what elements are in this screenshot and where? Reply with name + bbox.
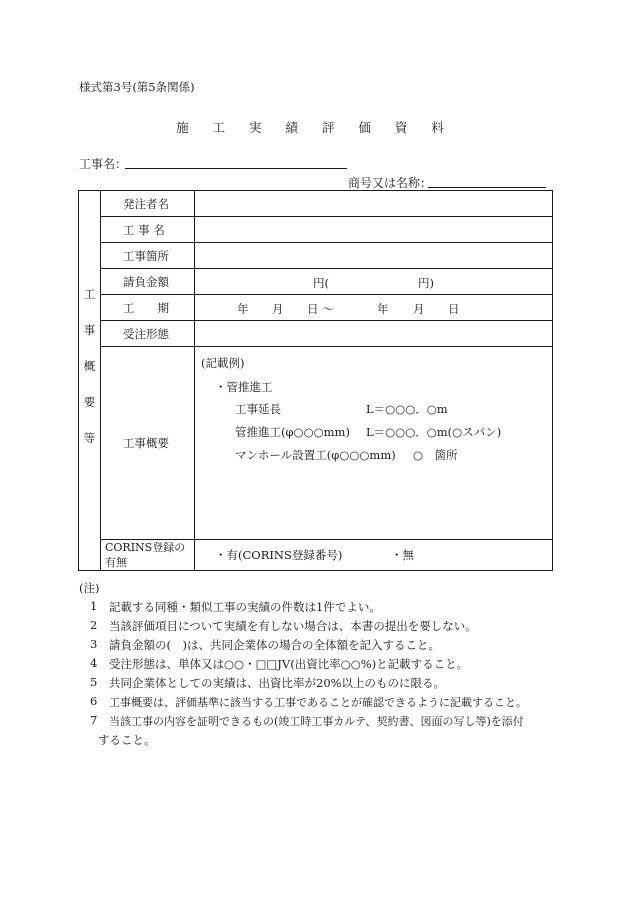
note-text: 記載する同種・類似工事の実績の件数は1件でよい。	[109, 600, 381, 614]
side-char: 事	[83, 322, 96, 337]
location-label: 工事箇所	[101, 243, 195, 269]
side-char: 工	[83, 286, 96, 301]
note-number: 6	[90, 694, 98, 708]
form-number: 様式第3号(第5条関係)	[79, 80, 195, 94]
order-form-label: 受注形態	[101, 321, 195, 347]
example-line-value: L＝○○○．○m	[366, 402, 448, 416]
contract-amount-value[interactable]	[195, 269, 553, 295]
project-name-field[interactable]	[125, 168, 347, 169]
period-month-start: 月	[272, 302, 284, 316]
note-continuation: すること。	[98, 733, 156, 747]
example-line-name: 工事延長	[235, 402, 281, 416]
note-text: 受注形態は、単体又は○○・□□JV(出資比率○○%)と記載すること。	[109, 657, 469, 671]
note-number: 4	[90, 656, 98, 670]
side-label	[79, 191, 101, 571]
corins-yes-option[interactable]: ・有(CORINS登録番号)	[215, 548, 343, 562]
note-number: 5	[90, 675, 98, 689]
project-name-value[interactable]	[195, 217, 553, 243]
note-number: 2	[90, 618, 98, 632]
corins-value[interactable]	[195, 540, 553, 571]
period-day-start: 日 ～	[307, 302, 334, 316]
corins-label: CORINS登録の有無	[101, 540, 195, 571]
trade-name-field[interactable]	[428, 187, 546, 188]
contract-amount-label: 請負金額	[101, 269, 195, 295]
period-day-end: 日	[448, 302, 460, 316]
project-name-row-label: 工 事 名	[101, 217, 195, 243]
example-line-value: L＝○○○．○m(○スパン)	[366, 425, 502, 439]
side-char: 等	[83, 430, 96, 445]
period-year-end: 年	[377, 302, 389, 316]
note-text: 当該評価項目について実績を有しない場合は、本書の提出を要しない。	[109, 619, 477, 633]
example-line-value: ○ 箇所	[413, 448, 458, 462]
note-text: 共同企業体としての実績は、出資比率が20%以上のものに限る。	[109, 676, 446, 690]
note-number: 7	[90, 713, 98, 727]
project-name-label: 工事名：	[79, 157, 128, 171]
trade-name-label: 商号又は名称：	[348, 176, 433, 190]
side-char: 要	[83, 394, 96, 409]
example-line-name: マンホール設置工(φ○○○mm)	[235, 448, 396, 462]
order-form-value[interactable]	[195, 321, 553, 347]
note-number: 3	[90, 637, 98, 651]
period-value[interactable]	[195, 295, 553, 321]
side-char: 概	[83, 358, 96, 373]
note-text: 当該工事の内容を証明できるもの(竣工時工事カルテ、契約書、図面の写し等)を添付	[109, 715, 524, 728]
overview-value[interactable]	[195, 347, 553, 540]
amount-yen-close: 円)	[418, 276, 434, 290]
orderer-value[interactable]	[195, 191, 553, 217]
period-year-start: 年	[237, 302, 249, 316]
corins-no-option[interactable]: ・無	[391, 548, 414, 562]
example-line-name: 管推進工(φ○○○mm)	[235, 425, 350, 439]
page-title: 施 工 実 績 評 価 資 料	[176, 120, 454, 135]
example-item: ・管推進工	[215, 380, 273, 394]
project-overview-table	[78, 190, 553, 571]
notes-heading: (注)	[79, 581, 100, 595]
orderer-label: 発注者名	[101, 191, 195, 217]
period-month-end: 月	[413, 302, 425, 316]
amount-yen: 円(	[313, 276, 329, 290]
period-label: 工 期	[101, 295, 195, 321]
location-value[interactable]	[195, 243, 553, 269]
overview-label: 工事概要	[101, 347, 195, 540]
note-number: 1	[90, 599, 98, 613]
example-heading: (記載例)	[201, 356, 245, 370]
note-text: 請負金額の( )は、共同企業体の場合の全体額を記入すること。	[109, 638, 440, 652]
note-text: 工事概要は、評価基準に該当する工事であることが確認できるように記載すること。	[109, 696, 527, 709]
